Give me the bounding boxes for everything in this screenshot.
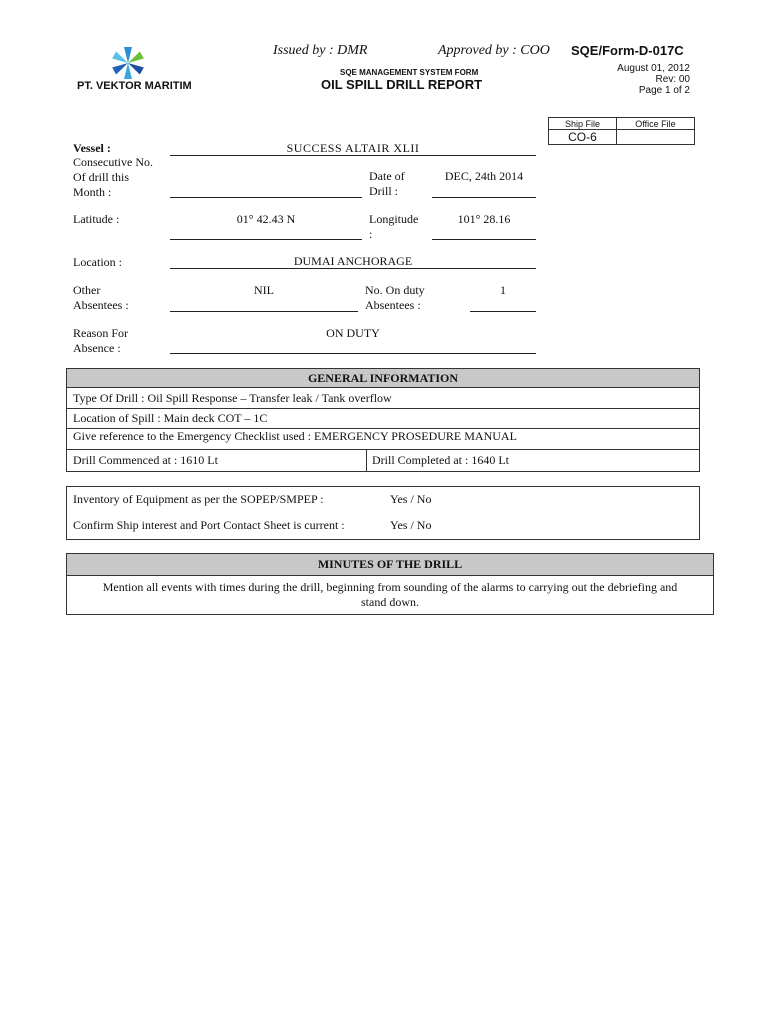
system-form-label: SQE MANAGEMENT SYSTEM FORM — [340, 68, 479, 77]
file-reference-table — [548, 117, 695, 145]
inventory-answer[interactable]: Yes / No — [390, 492, 432, 506]
inventory-box — [66, 486, 700, 540]
date-underline — [432, 197, 536, 198]
date-value[interactable]: DEC, 24th 2014 — [444, 169, 524, 183]
approved-by: Approved by : COO — [438, 43, 550, 58]
drill-completed[interactable]: Drill Completed at : 1640 Lt — [372, 453, 509, 467]
consecutive-label: Consecutive No. Of drill this Month : — [73, 155, 153, 199]
consecutive-underline — [170, 197, 362, 198]
type-of-drill[interactable]: Type Of Drill : Oil Spill Response – Transfer leak / Tank overflow — [67, 388, 699, 409]
vessel-label: Vessel : — [73, 141, 111, 155]
reason-value[interactable]: ON DUTY — [326, 326, 380, 340]
office-file-label: Office File — [616, 118, 694, 130]
latitude-label: Latitude : — [73, 212, 120, 226]
other-absentees-underline — [170, 311, 358, 312]
minutes-instructions[interactable]: Mention all events with times during the drill, beginning from sounding of the alarms to carrying out the debriefing and stand down. — [102, 580, 678, 609]
minutes-box — [66, 553, 714, 615]
general-information-box — [66, 368, 700, 472]
longitude-value[interactable]: 101° 28.16 — [457, 212, 511, 226]
longitude-label: Longitude : — [369, 212, 419, 241]
office-file-value[interactable] — [616, 130, 694, 145]
form-date: August 01, 2012 — [617, 63, 690, 74]
reason-label: Reason For Absence : — [73, 326, 128, 355]
general-information-heading: GENERAL INFORMATION — [67, 369, 699, 388]
issued-by: Issued by : DMR — [273, 43, 368, 58]
company-logo — [108, 42, 148, 82]
vessel-underline — [170, 155, 536, 156]
location-underline — [170, 268, 536, 269]
onduty-absentees-label: No. On duty Absentees : — [365, 283, 425, 312]
report-title: OIL SPILL DRILL REPORT — [321, 77, 483, 92]
drill-commenced[interactable]: Drill Commenced at : 1610 Lt — [73, 453, 218, 467]
location-of-spill[interactable]: Location of Spill : Main deck COT – 1C — [67, 409, 699, 429]
location-value[interactable]: DUMAI ANCHORAGE — [293, 254, 413, 268]
inventory-question: Inventory of Equipment as per the SOPEP/SMPEP : — [73, 492, 324, 506]
date-label: Date of Drill : — [369, 169, 405, 198]
other-absentees-value[interactable]: NIL — [254, 283, 274, 297]
reason-underline — [170, 353, 536, 354]
vessel-value[interactable]: SUCCESS ALTAIR XLII — [286, 141, 420, 155]
onduty-absentees-value[interactable]: 1 — [500, 283, 506, 297]
latitude-value[interactable]: 01° 42.43 N — [236, 212, 296, 226]
contact-sheet-answer[interactable]: Yes / No — [390, 518, 432, 532]
form-code: SQE/Form-D-017C — [571, 43, 684, 58]
ship-file-label: Ship File — [549, 118, 617, 130]
minutes-heading: MINUTES OF THE DRILL — [67, 554, 713, 576]
drill-times-row — [67, 450, 699, 471]
contact-sheet-question: Confirm Ship interest and Port Contact Sheet is current : — [73, 518, 345, 532]
onduty-absentees-underline — [470, 311, 536, 312]
emergency-checklist-reference[interactable]: Give reference to the Emergency Checklist used : EMERGENCY PROSEDURE MANUAL — [67, 429, 699, 450]
company-name: PT. VEKTOR MARITIM — [77, 80, 192, 92]
location-label: Location : — [73, 255, 122, 269]
other-absentees-label: Other Absentees : — [73, 283, 129, 312]
drill-times-divider — [366, 450, 367, 471]
latitude-underline — [170, 239, 362, 240]
form-page: Page 1 of 2 — [638, 85, 690, 96]
ship-file-value[interactable]: CO-6 — [549, 130, 617, 145]
form-rev: Rev: 00 — [655, 74, 690, 85]
longitude-underline — [432, 239, 536, 240]
